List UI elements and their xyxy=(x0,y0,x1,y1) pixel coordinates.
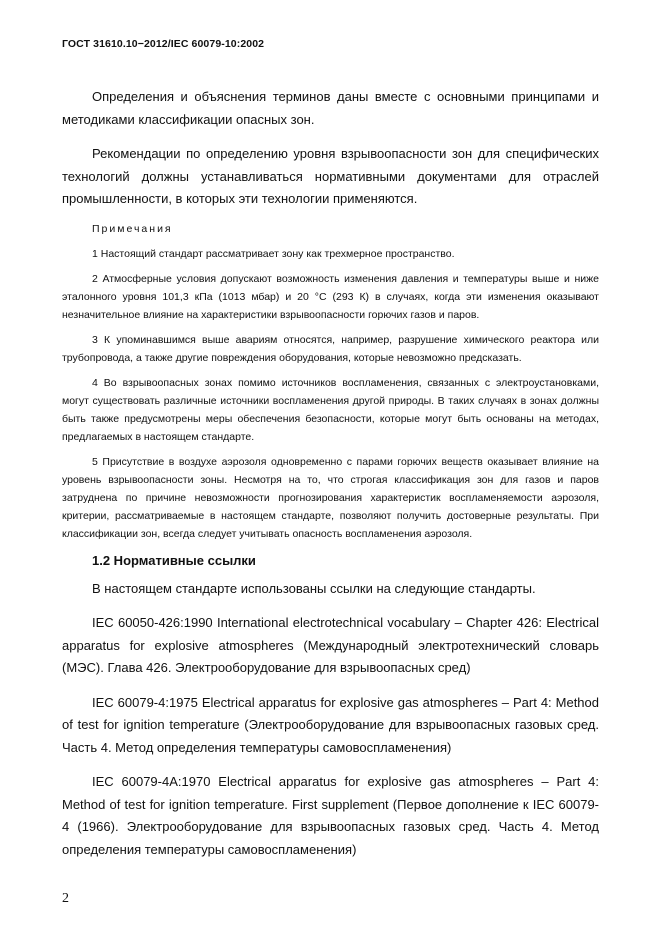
notes-title: Примечания xyxy=(92,222,173,235)
document-body xyxy=(62,86,599,873)
reference-item: IEC 60050-426:1990 International electrotechnical vocabulary – Chapter 426: Electrical apparatus for explosive atmospheres (Международный электротехнический словарь (МЭС). Глава 426. Электрооборудование для взрывоопасных сред) xyxy=(62,615,599,675)
page-number: 2 xyxy=(62,891,69,906)
intro-paragraph: Рекомендации по определению уровня взрывоопасности зон для специфических технологий должны устанавливаться нормативными документами для отраслей промышленности, в которых эти технологии применяются. xyxy=(62,146,599,206)
document-header: ГОСТ 31610.10−2012/IEC 60079-10:2002 xyxy=(62,38,265,50)
intro-paragraph: Определения и объяснения терминов даны вместе с основными принципами и методиками классификации опасных зон. xyxy=(62,89,599,127)
reference-item: IEC 60079-4A:1970 Electrical apparatus for explosive gas atmospheres – Part 4: Method of test for ignition temperature. First supplement (Первое дополнение к IEC 60079-4 (1966). Электрооборудование для взрывоопасных газовых сред. Часть 4. Метод определения температуры самовоспламенения) xyxy=(62,774,599,857)
section-lead: В настоящем стандарте использованы ссылки на следующие стандарты. xyxy=(92,580,536,596)
note-item: 2 Атмосферные условия допускают возможность изменения давления и температуры выше и ниже эталонного уровня 101,3 кПа (1013 мбар) и 20 °С (293 К) в случаях, когда эти изменения оказывают незначительное влияние на характеристики взрывоопасности горючих газов и паров. xyxy=(62,272,599,321)
note-item: 5 Присутствие в воздухе аэрозоля одновременно с парами горючих веществ оказывает влияние на уровень взрывоопасности зоны. Несмотря на то, что строгая классификация зон для газов и паров затруднена по причине невозможности прогнозирования характеристик воспламеняемости аэрозоля, критерии, рассматриваемые в настоящем стандарте, позволяют получить достоверные результаты. При классификации зон, всегда следует учитывать опасность воспламенения аэрозоля. xyxy=(62,455,599,540)
note-item: 3 К упоминавшимся выше авариям относятся, например, разрушение химического реактора или трубопровода, а также другие повреждения оборудования, которые невозможно предсказать. xyxy=(62,333,599,364)
note-item: 4 Во взрывоопасных зонах помимо источников воспламенения, связанных с электроустановками, могут существовать различные источники воспламенения другой природы. В таких случаях в зонах должны быть также предусмотрены меры обеспечения безопасности, которые могут быть основаны на методах, предлагаемых в настоящем стандарте. xyxy=(62,376,599,443)
reference-item: IEC 60079-4:1975 Electrical apparatus for explosive gas atmospheres – Part 4: Method of test for ignition temperature (Электрооборудование для взрывоопасных газовых сред. Часть 4. Метод определения температуры самовоспламенения) xyxy=(62,694,599,755)
section-heading: 1.2 Нормативные ссылки xyxy=(92,552,256,568)
note-item: 1 Настоящий стандарт рассматривает зону как трехмерное пространство. xyxy=(92,247,455,260)
